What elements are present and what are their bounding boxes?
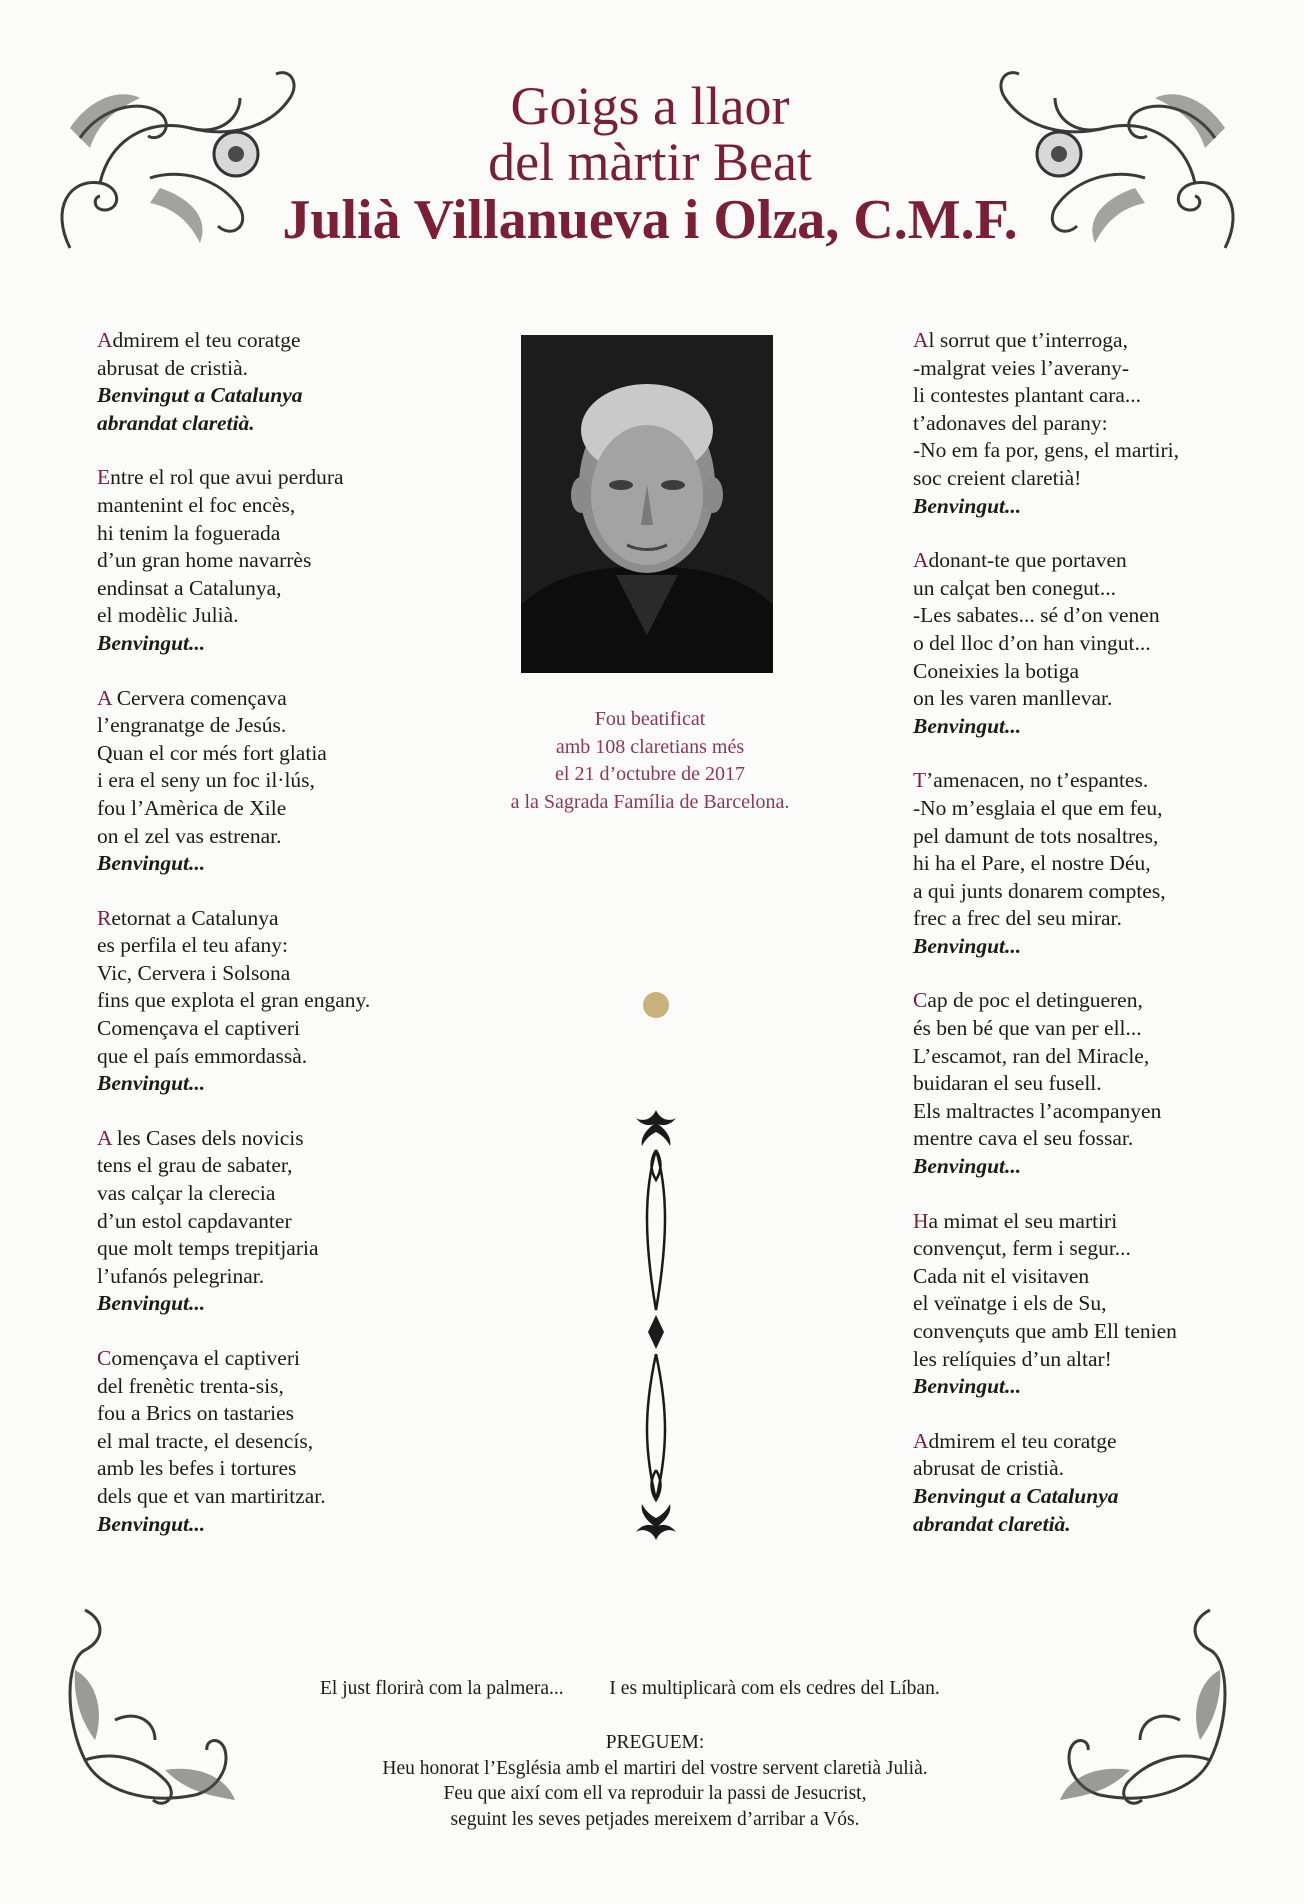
verse-stanza [913, 547, 1253, 740]
verse-line: -No m’esglaia el que em feu, [913, 795, 1163, 820]
refrain-line: Benvingut... [97, 1291, 206, 1316]
refrain-line: Benvingut... [97, 1071, 206, 1096]
verse-line [913, 987, 1253, 1015]
verse-line: fou l’Amèrica de Xile [97, 795, 287, 820]
verse-line-rest: ’amenacen, no t’espantes. [926, 768, 1149, 793]
portrait-photo [521, 335, 773, 673]
verse-line: que molt temps trepitjaria [97, 1236, 319, 1261]
scroll-ornament-icon [55, 1600, 255, 1830]
verse-line: abrusat de cristià. [97, 355, 249, 380]
verse-stanza [97, 327, 437, 437]
stanza-initial: A [913, 548, 929, 573]
verse-line-rest: dmirem el teu coratge [112, 328, 301, 352]
verse-line: del frenètic trenta-sis, [97, 1373, 284, 1398]
verse-line: Vic, Cervera i Solsona [97, 960, 291, 985]
verse-line: frec a frec del seu mirar. [913, 906, 1122, 931]
verse-line: que el país emmordassà. [97, 1043, 308, 1068]
left-verse-column [97, 327, 437, 1565]
verse-line: dels que et van martiritzar. [97, 1483, 326, 1508]
verse-stanza [97, 905, 437, 1098]
diamond-divider-icon [632, 1110, 680, 1544]
verse-line: buidaran el seu fusell. [913, 1071, 1102, 1096]
verse-stanza [913, 327, 1253, 520]
verse-line: hi ha el Pare, el nostre Déu, [913, 851, 1151, 876]
refrain-line: Benvingut... [913, 933, 1022, 958]
verse-line: -Les sabates... sé d’on venen [913, 603, 1160, 628]
verse-line: les relíquies d’un altar! [913, 1346, 1112, 1371]
verse-line: Coneixies la botiga [913, 658, 1079, 683]
prayer [330, 1730, 980, 1832]
verse-line: d’un gran home navarrès [97, 548, 312, 573]
prayer-heading: PREGUEM: [605, 1732, 705, 1753]
verse-line [97, 327, 437, 355]
verse-line: a qui junts donarem comptes, [913, 878, 1166, 903]
verse-line: hi tenim la foguerada [97, 520, 281, 545]
verse-line [97, 905, 437, 933]
verse-line: soc creient claretià! [913, 465, 1082, 490]
verse-stanza [913, 767, 1253, 960]
verse-line-rest: dmirem el teu coratge [928, 1428, 1117, 1453]
verse-line: és ben bé que van per ell... [913, 1016, 1142, 1041]
verse-line: -malgrat veies l’averany- [913, 355, 1130, 380]
caption-line: el 21 d’octubre de 2017 [555, 763, 745, 785]
caption-line: Fou beatificat [594, 708, 706, 730]
verse-line: convençut, ferm i segur... [913, 1236, 1131, 1261]
verse-stanza [97, 1345, 437, 1538]
title-line-1: Goigs a llaor [510, 76, 790, 136]
motto-right: I es multiplicarà com els cedres del Líban. [609, 1678, 940, 1699]
verse-line [913, 327, 1253, 355]
verse-line: o del lloc d’on han vingut... [913, 630, 1151, 655]
verse-line [97, 685, 437, 713]
verse-line: mantenint el foc encès, [97, 492, 296, 517]
verse-line: -No em fa por, gens, el martiri, [913, 438, 1180, 463]
stanza-initial: R [97, 905, 112, 930]
stanza-initial: A [913, 328, 929, 352]
verse-line: tens el grau de sabater, [97, 1153, 293, 1178]
stanza-initial: E [97, 465, 111, 490]
verse-stanza [97, 685, 437, 878]
verse-line: endinsat a Catalunya, [97, 575, 282, 600]
verse-line: convençuts que amb Ell tenien [913, 1319, 1177, 1343]
refrain-line: abrandat claretià. [913, 1511, 1071, 1536]
gold-dot [643, 992, 669, 1018]
verse-stanza [97, 1125, 437, 1318]
verse-line [913, 767, 1253, 795]
verse-stanza [97, 464, 437, 657]
verse-line: L’escamot, ran del Miracle, [913, 1043, 1150, 1068]
refrain-line: Benvingut... [913, 493, 1022, 518]
motto-left: El just florirà com la palmera... [320, 1678, 564, 1699]
verse-line: el veïnatge i els de Su, [913, 1291, 1107, 1316]
verse-line-rest: les Cases dels novicis [111, 1125, 304, 1150]
verse-line: Començava el captiveri [97, 1016, 300, 1041]
caption-line: amb 108 claretians més [555, 735, 745, 758]
verse-line: pel damunt de tots nosaltres, [913, 823, 1159, 848]
verse-line: d’un estol capdavanter [97, 1208, 292, 1233]
verse-line-rest: ntre el rol que avui perdura [110, 465, 344, 490]
caption-line: a la Sagrada Família de Barcelona. [510, 790, 790, 813]
verse-line-rest: Cervera començava [111, 685, 287, 710]
verse-line-rest: omençava el captiveri [111, 1346, 300, 1370]
verse-line: Quan el cor més fort glatia [97, 740, 327, 765]
verse-line: el mal tracte, el desencís, [97, 1428, 314, 1453]
verse-line [913, 1428, 1253, 1456]
verse-stanza [913, 1428, 1253, 1538]
prayer-line: Heu honorat l’Església amb el martiri del vostre servent claretià Julià. [382, 1757, 928, 1779]
verse-line: amb les befes i tortures [97, 1456, 297, 1481]
verse-line-rest: etornat a Catalunya [111, 905, 279, 930]
prayer-line: seguint les seves petjades mereixem d’arribar a Vós. [450, 1808, 860, 1830]
refrain-line: Benvingut... [97, 1511, 206, 1536]
refrain-line: Benvingut... [97, 630, 206, 655]
stanza-initial: T [913, 768, 927, 793]
verse-line [913, 1208, 1253, 1236]
verse-line: Els maltractes l’acompanyen [913, 1098, 1162, 1123]
stanza-initial: H [913, 1208, 929, 1233]
title-line-2: del màrtir Beat [488, 132, 812, 192]
verse-line [913, 547, 1253, 575]
right-verse-column [913, 327, 1253, 1565]
verse-line: li contestes plantant cara... [913, 383, 1142, 408]
verse-line-rest: l sorrut que t’interroga, [928, 328, 1128, 352]
prayer-line: Feu que així com ell va reproduir la passi de Jesucrist, [443, 1783, 867, 1805]
stanza-initial: A [97, 1125, 112, 1150]
verse-line: on el zel vas estrenar. [97, 823, 282, 848]
verse-line-rest: donant-te que portaven [928, 548, 1127, 573]
stanza-initial: C [97, 1346, 112, 1370]
verse-line: el modèlic Julià. [97, 603, 239, 628]
scroll-ornament-icon [1040, 1600, 1240, 1830]
verse-line-rest: a mimat el seu martiri [928, 1208, 1118, 1233]
verse-line: t’adonaves del parany: [913, 410, 1108, 435]
refrain-line: Benvingut a Catalunya [97, 383, 303, 408]
refrain-line: Benvingut a Catalunya [913, 1483, 1119, 1508]
verse-line: un calçat ben conegut... [913, 575, 1116, 600]
verse-line: l’engranatge de Jesús. [97, 713, 287, 738]
verse-line: fou a Brics on tastaries [97, 1401, 295, 1426]
stanza-initial: C [913, 988, 928, 1013]
verse-line [97, 1125, 437, 1153]
verse-line: fins que explota el gran engany. [97, 988, 371, 1013]
stanza-initial: A [97, 328, 113, 352]
verse-line [97, 464, 437, 492]
refrain-line: Benvingut... [97, 851, 206, 876]
page-title [250, 78, 1050, 250]
verse-line-rest: ap de poc el detingueren, [927, 988, 1143, 1013]
refrain-line: Benvingut... [913, 713, 1022, 738]
verse-line: i era el seny un foc il·lús, [97, 768, 315, 793]
refrain-line: Benvingut... [913, 1154, 1022, 1179]
verse-line: on les varen manllevar. [913, 686, 1113, 711]
title-line-3: Julià Villanueva i Olza, C.M.F. [282, 189, 1018, 251]
beatification-caption [470, 706, 830, 816]
motto [320, 1678, 1000, 1700]
verse-line [97, 1345, 437, 1373]
refrain-line: abrandat claretià. [97, 410, 255, 435]
verse-line: vas calçar la clerecia [97, 1181, 276, 1206]
verse-line: abrusat de cristià. [913, 1456, 1065, 1481]
verse-stanza [913, 1208, 1253, 1401]
refrain-line: Benvingut... [913, 1374, 1022, 1399]
verse-line: es perfila el teu afany: [97, 933, 289, 958]
stanza-initial: A [913, 1428, 929, 1453]
stanza-initial: A [97, 685, 112, 710]
verse-stanza [913, 987, 1253, 1180]
verse-line: Cada nit el visitaven [913, 1263, 1090, 1288]
verse-line: mentre cava el seu fossar. [913, 1126, 1134, 1151]
verse-line: l’ufanós pelegrinar. [97, 1263, 265, 1288]
